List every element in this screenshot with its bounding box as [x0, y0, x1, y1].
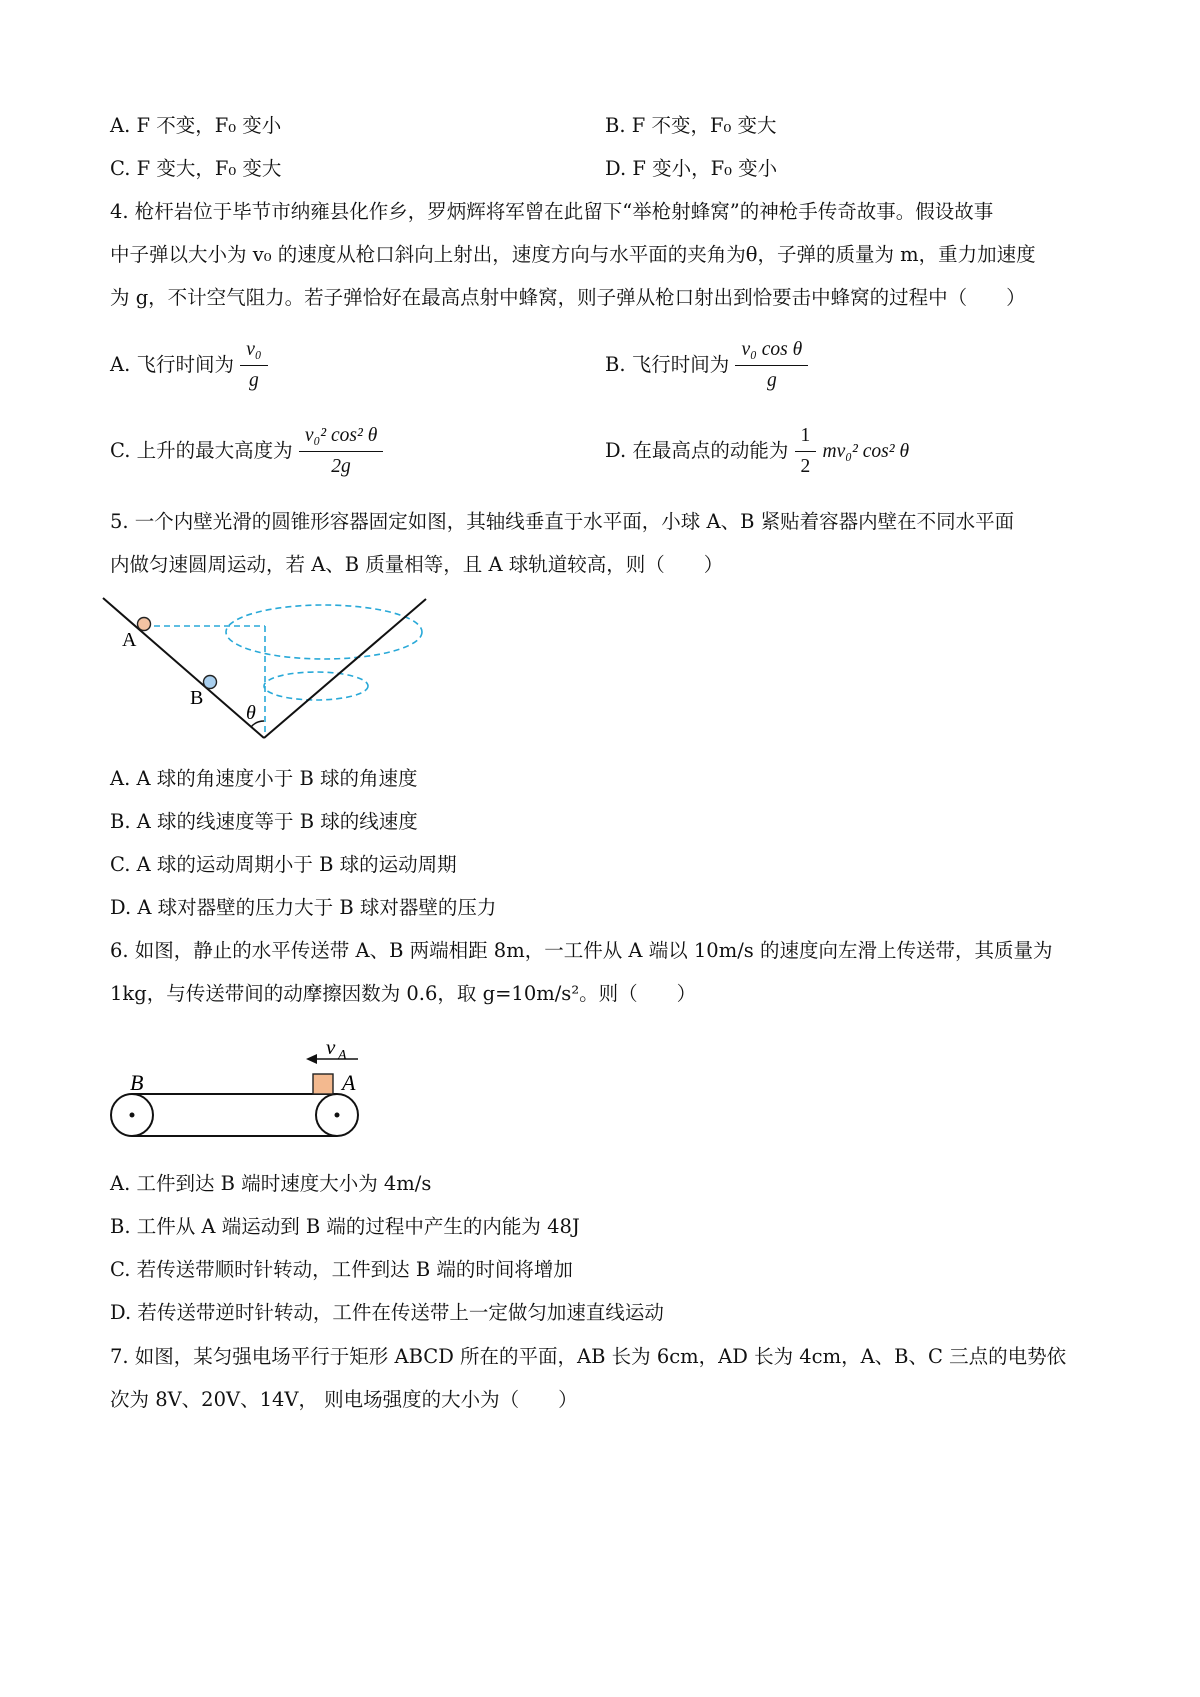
q7-stem-line2: 次为 8V、20V、14V， 则电场强度的大小为（ ） [110, 1388, 578, 1411]
q4-option-d-expression: mv₀² cos² θ [822, 441, 910, 462]
cone-label-a: A [122, 629, 137, 651]
orbit-b-dashed [264, 672, 368, 700]
q5-stem-line1: 5. 一个内壁光滑的圆锥形容器固定如图，其轴线垂直于水平面，小球 A、B 紧贴着容器内壁在不同水平面 [110, 510, 1015, 533]
q6-stem-line1: 6. 如图，静止的水平传送带 A、B 两端相距 8m，一工件从 A 端以 10m/s 的速度向左滑上传送带，其质量为 [110, 939, 1053, 962]
q6-option-b: B. 工件从 A 端运动到 B 端的过程中产生的内能为 48J [110, 1215, 580, 1238]
q3-option-a: A. F 不变，F₀ 变小 [110, 114, 282, 137]
cone-diagram [100, 590, 480, 760]
q4-stem-line1: 4. 枪杆岩位于毕节市纳雍县化作乡，罗炳辉将军曾在此留下“举枪射蜂窝”的神枪手传奇故事。假设故事 [110, 200, 994, 223]
velocity-label-subscript: A [338, 1048, 347, 1063]
workpiece-block [313, 1074, 333, 1094]
q6-option-c: C. 若传送带顺时针转动，工件到达 B 端的时间将增加 [110, 1258, 573, 1281]
q4-stem-line2: 中子弹以大小为 v₀ 的速度从枪口斜向上射出，速度方向与水平面的夹角为θ，子弹的质量为 m，重力加速度 [110, 243, 1036, 266]
orbit-a-dashed [226, 605, 422, 659]
q4-option-b-fraction [738, 335, 805, 396]
velocity-label: v [326, 1035, 336, 1059]
ball-b [204, 676, 217, 689]
q4-option-b-numerator: v₀ cos θ [741, 339, 803, 360]
q5-option-c: C. A 球的运动周期小于 B 球的运动周期 [110, 853, 457, 876]
q4-option-c-fraction [302, 421, 380, 482]
conveyor-diagram [110, 1030, 400, 1150]
q4-option-d-fraction [798, 421, 814, 482]
velocity-arrowhead [306, 1054, 317, 1064]
q4-option-c-label: C. 上升的最大高度为 [110, 439, 293, 462]
q4-option-a-label: A. 飞行时间为 [110, 353, 234, 376]
q5-stem-line2: 内做匀速圆周运动，若 A、B 质量相等，且 A 球轨道较高，则（ ） [110, 553, 724, 576]
cone-label-b: B [190, 687, 204, 709]
q3-option-b: B. F 不变，F₀ 变大 [605, 114, 777, 137]
q4-option-d [605, 421, 909, 482]
q4-option-a-denominator: g [240, 365, 267, 396]
q6-option-a: A. 工件到达 B 端时速度大小为 4m/s [110, 1172, 432, 1195]
q4-option-b [605, 335, 808, 396]
q5-option-b: B. A 球的线速度等于 B 球的线速度 [110, 810, 418, 833]
q4-option-a-fraction [243, 335, 264, 396]
q4-option-d-label: D. 在最高点的动能为 [605, 439, 789, 462]
q4-option-b-denominator: g [735, 365, 808, 396]
pulley-left-axle [130, 1113, 135, 1118]
q3-option-d: D. F 变小，F₀ 变小 [605, 157, 778, 180]
q4-stem-line3: 为 g，不计空气阻力。若子弹恰好在最高点射中蜂窝，则子弹从枪口射出到恰要击中蜂窝的过程中（ ） [110, 286, 1026, 309]
conveyor-label-a: A [342, 1070, 356, 1095]
q4-option-d-numerator: 1 [800, 425, 811, 446]
q4-option-c-denominator: 2g [299, 451, 383, 482]
q7-stem-line1: 7. 如图，某匀强电场平行于矩形 ABCD 所在的平面，AB 长为 6cm，AD 长为 4cm，A、B、C 三点的电势依 [110, 1345, 1067, 1368]
q6-option-d: D. 若传送带逆时针转动，工件在传送带上一定做匀加速直线运动 [110, 1301, 664, 1324]
pulley-right-axle [335, 1113, 340, 1118]
q4-option-a [110, 335, 268, 396]
q4-option-c-numerator: v₀² cos² θ [304, 425, 378, 446]
q6-stem-line2: 1kg，与传送带间的动摩擦因数为 0.6，取 g=10m/s²。则（ ） [110, 982, 697, 1005]
q5-option-a: A. A 球的角速度小于 B 球的角速度 [110, 767, 418, 790]
q4-option-c [110, 421, 383, 482]
cone-label-theta: θ [246, 702, 256, 724]
q4-option-d-denominator: 2 [795, 451, 817, 482]
conveyor-label-b: B [130, 1070, 144, 1095]
q4-option-b-label: B. 飞行时间为 [605, 353, 730, 376]
cone-right-wall [264, 599, 426, 738]
q4-option-a-numerator: v₀ [246, 339, 262, 360]
q3-option-c: C. F 变大，F₀ 变大 [110, 157, 282, 180]
ball-a [138, 618, 151, 631]
q5-option-d: D. A 球对器壁的压力大于 B 球对器壁的压力 [110, 896, 497, 919]
